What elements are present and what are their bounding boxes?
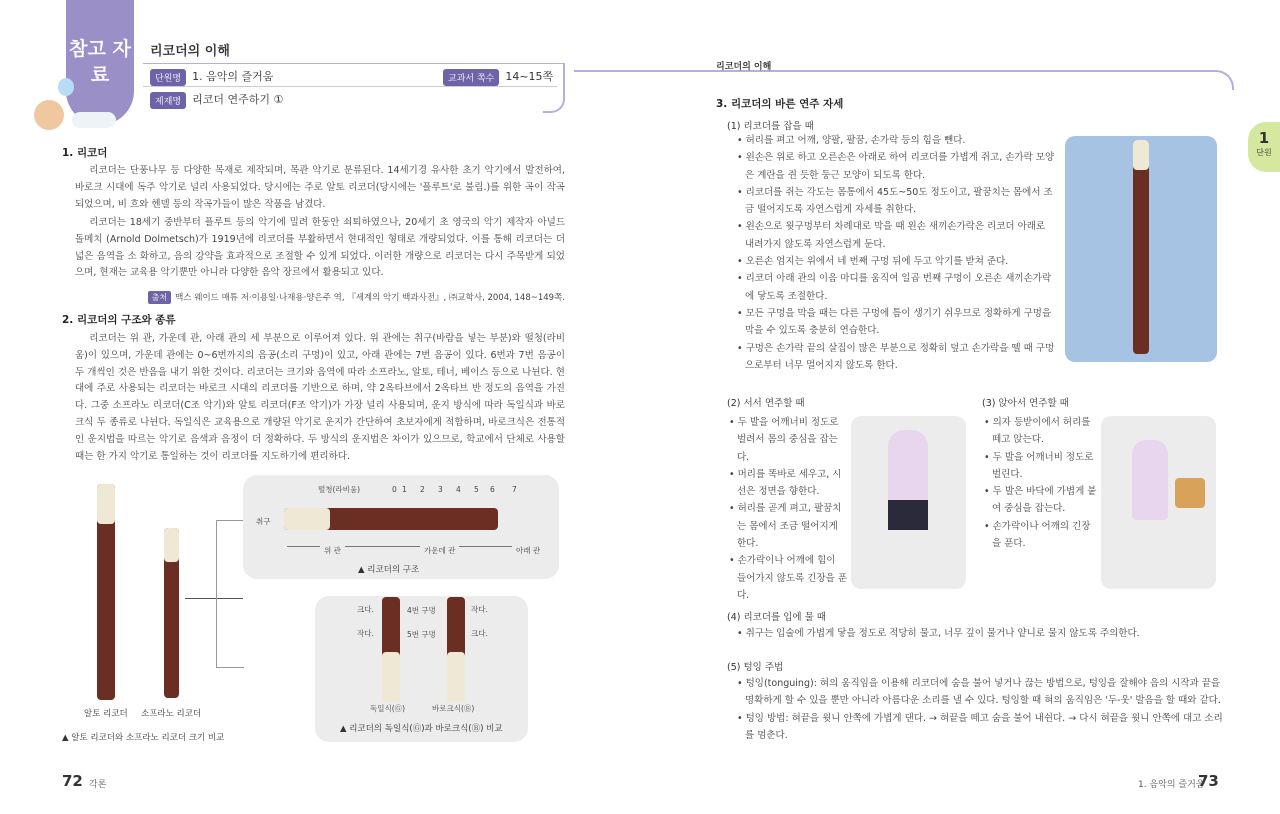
chair-back [1175, 478, 1205, 508]
sit-list [982, 414, 1097, 552]
source-text: 맥스 웨이드 매튜 저·이용일·나재용·양은주 역, 『세계의 악기 백과사전』, ㈜교학사, 2004, 148~149쪽. [175, 293, 565, 303]
tongue-title: (5) 텅잉 주법 [727, 662, 784, 673]
topic-name: 리코더 연주하기 ① [192, 93, 284, 106]
soprano-recorder-head [164, 528, 179, 562]
bottom-joint-label: 아래 관 [512, 545, 544, 556]
connector-bracket [216, 520, 244, 668]
sit-title: (3) 앉아서 연주할 때 [982, 398, 1069, 409]
reference-tab-label: 참고 자료 [69, 38, 131, 86]
section-3-title: 3. 리코더의 바른 연주 자세 [716, 98, 844, 110]
list-item: • 리코더 아래 관의 이음 마디를 움직여 일곱 번째 구멍이 오른손 새끼손가락에 닿도록 조절한다. [735, 270, 1055, 305]
list-item: • 두 발을 어깨너비 정도로 벌린다. [982, 449, 1097, 484]
header-divider [143, 86, 557, 87]
section-1-title: 1. 리코더 [62, 147, 108, 159]
unit-row [150, 68, 273, 86]
standing-student-skirt [888, 500, 928, 530]
structure-caption: ▲ 리코더의 구조 [358, 565, 420, 575]
list-item: • 손가락이나 어깨의 긴장을 푼다. [982, 518, 1097, 553]
german-recorder-foot [382, 652, 400, 702]
chapter-label: 단원 [1256, 148, 1272, 157]
pages-value: 14~15쪽 [505, 70, 554, 83]
hold-title: (1) 리코더를 잡을 때 [727, 121, 814, 132]
balloon-icon [58, 78, 74, 96]
list-item: • 두 발은 바닥에 가볍게 붙여 중심을 잡는다. [982, 483, 1097, 518]
right-header-rule [574, 70, 1234, 90]
baroque-label: 바로크식(Ⓑ) [432, 704, 475, 713]
hole-0-label: 0 [392, 485, 397, 494]
pages-pill: 교과서 쪽수 [443, 69, 499, 86]
alto-label: 알토 리코더 [84, 709, 128, 719]
fingering-figure [315, 596, 528, 742]
list-item: • 리코더를 쥐는 각도는 몸통에서 45도~50도 정도이고, 팔꿈치는 몸에서 조금 떨어지도록 자연스럽게 자세를 취한다. [735, 184, 1055, 219]
baroque-recorder-foot [447, 652, 465, 702]
chapter-tab[interactable] [1248, 122, 1280, 172]
mouth-list [735, 625, 1225, 642]
size-caption: ▲ 알토 리코더와 소프라노 리코더 크기 비교 [62, 733, 225, 743]
alto-recorder-head [97, 484, 115, 524]
list-item: • 허리를 펴고 어깨, 양팔, 팔꿈, 손가락 등의 힘을 뺀다. [735, 132, 1055, 149]
pages-row [443, 68, 553, 86]
list-item: • 두 발을 어깨너비 정도로 벌려서 몸의 중심을 잡는다. [727, 414, 847, 466]
hole-5-name: 5번 구멍 [407, 630, 436, 639]
list-item: • 손가락이나 어깨에 힘이 들어가지 않도록 긴장을 푼다. [727, 552, 847, 604]
stand-list [727, 414, 847, 604]
cloud-icon [72, 112, 116, 128]
hole-1-label: 1 [402, 485, 407, 494]
fingering-caption: ▲ 리코더의 독일식(Ⓖ)과 바로크식(Ⓑ) 비교 [340, 724, 503, 734]
left-footer-label: 각론 [89, 780, 107, 790]
right-page-number: 73 [1198, 772, 1219, 790]
hole-6-label: 6 [490, 485, 495, 494]
stand-title: (2) 서서 연주할 때 [727, 398, 805, 409]
baroque-hole5-size: 크다. [471, 629, 488, 638]
list-item: • 의자 등받이에서 허리를 떼고 앉는다. [982, 414, 1097, 449]
left-page-number: 72 [62, 772, 83, 790]
hole-4-name: 4번 구멍 [407, 606, 436, 615]
page-title: 리코더의 이해 [150, 44, 230, 59]
chapter-number: 1 [1258, 129, 1270, 147]
middle-joint-label: 가운데 관 [420, 545, 459, 556]
hold-list [735, 132, 1055, 374]
list-item: • 왼손으로 윗구멍부터 차례대로 막을 때 왼손 새끼손가락은 리코더 아래로 내려가지 않도록 자연스럽게 둔다. [735, 218, 1055, 253]
structure-recorder-head [284, 508, 330, 530]
mouthpiece-label: 취구 [256, 517, 271, 526]
mascot-icon [34, 100, 64, 130]
hole-7-label: 7 [512, 485, 517, 494]
german-label: 독일식(Ⓖ) [370, 704, 406, 713]
list-item: • 오른손 엄지는 위에서 네 번째 구멍 뒤에 두고 악기를 받쳐 준다. [735, 253, 1055, 270]
list-item: • 텅잉 방법: 혀끝을 윗니 안쪽에 가볍게 댄다. → 혀끝을 떼고 숨을 불어 내쉰다. → 다시 혀끝을 윗니 안쪽에 대고 소리를 멈춘다. [735, 710, 1225, 745]
top-joint-label: 위 관 [320, 545, 345, 556]
hole-3-label: 3 [438, 485, 443, 494]
photo-recorder [1133, 140, 1149, 354]
hole-2-label: 2 [420, 485, 425, 494]
list-item: • 머리를 똑바로 세우고, 시선은 정면을 향한다. [727, 466, 847, 501]
hole-5-label: 5 [474, 485, 479, 494]
right-header-title: 리코더의 이해 [716, 62, 772, 72]
unit-pill: 단원명 [150, 69, 186, 86]
list-item: • 왼손은 위로 하고 오른손은 아래로 하여 리코더를 가볍게 쥐고, 손가락 모양은 계란을 쥔 듯한 둥근 모양이 되도록 한다. [735, 149, 1055, 184]
german-hole5-size: 작다. [357, 629, 374, 638]
mouth-title: (4) 리코더를 입에 물 때 [727, 612, 826, 623]
section-1-paragraph-2: 리코더는 18세기 중반부터 플루트 등의 악기에 밀려 한동안 쇠퇴하였으나, 20세기 초 영국의 악기 제작자 아널드 돌메치 (Arnold Dolmetsch)가 1919년에 리코더를 부활하면서 현대적인 형태로 개량되었다. 이를 통해 리코더는 더 넓은 음역을 소 화하고, 음의 강약을 효과적으로 조절할 수 있게 되었다. 이러한 개량으로 리코더는 다시 주목받게 되었으며, 현재는 교육용 악기뿐만 아니라 다양한 음악 장르에서 활용되고 있다. [75, 217, 565, 279]
baroque-hole4-size: 작다. [471, 605, 488, 614]
list-item: • 취구는 입술에 가볍게 닿을 정도로 적당히 물고, 너무 깊이 물거나 얕니로 물지 않도록 주의한다. [735, 625, 1225, 642]
topic-row [150, 91, 283, 109]
source-pill: 출처 [148, 291, 171, 304]
list-item: • 허리를 곧게 펴고, 팔꿈치는 몸에서 조금 떨어지게 한다. [727, 500, 847, 552]
german-hole4-size: 크다. [357, 605, 374, 614]
labium-label: 떨청(라비움) [318, 485, 361, 494]
right-footer-label: 1. 음악의 즐거움 [1138, 780, 1205, 790]
sitting-student-figure [1132, 440, 1168, 520]
topic-pill: 제재명 [150, 92, 186, 109]
section-2-paragraph: 리코더는 위 관, 가운데 관, 아래 관의 세 부분으로 이루어져 있다. 위 관에는 취구(바람을 넣는 부분)와 떨청(라비움)이 있으며, 가운데 관에는 0~6번까지의 음공(소리 구멍)이 있고, 아래 관에는 7번 음공이 있다. 6번과 7번 음공이 두 개씩인 것은 반음을 내기 위한 것이다. 리코더는 크기와 음역에 따라 소프라노, 알토, 테너, 베이스 등으로 나뉜다. 현대에 주로 사용되는 리코더는 바로크 시대의 리코더를 기반으로 하며, 약 2옥타브에서 2옥타브 반 정도의 음역을 가진다. 그중 소프라노 리코더(C조 악기)와 알토 리코더(F조 악기)가 가장 널리 사용되며, 운지 방식에 따라 독일식과 바로크식 두 종류로 나뉜다. 독일식은 교육용으로 개량된 악기로 운지가 간단하여 초보자에게 적합하며, 바로크식은 전통적인 운지법을 따르는 악기로 음색과 음정이 더 정확하다. 두 방식의 운지법은 차이가 있으므로, 학교에서 단체로 사용할 때는 한 가지 악기로 통일하는 것이 리코더를 지도하기에 편리하다. [75, 333, 565, 462]
section-2-title: 2. 리코더의 구조와 종류 [62, 314, 176, 326]
soprano-label: 소프라노 리코더 [141, 709, 202, 719]
tongue-list [735, 675, 1225, 744]
source-note [100, 291, 565, 304]
hole-4-label: 4 [456, 485, 461, 494]
list-item: • 텅잉(tonguing): 혀의 움직임을 이용해 리코더에 숨을 불어 넣거나 끊는 방법으로, 텅잉을 잘해야 음의 시작과 끝을 명확하게 할 수 있을 뿐만 아니라 아름다운 소리를 낼 수 있다. 텅잉할 때 혀의 움직임은 '두-웃' 발음을 할 때와 같다. [735, 675, 1225, 710]
unit-name: 1. 음악의 즐거움 [192, 70, 274, 83]
list-item: • 모든 구멍을 막을 때는 다른 구멍에 틈이 생기기 쉬우므로 정확하게 구멍을 막을 수 있도록 충분히 연습한다. [735, 305, 1055, 340]
list-item: • 구멍은 손가락 끝의 살집이 많은 부분으로 정확히 덮고 손가락을 뗄 때 구멍으로부터 너무 멀어지지 않도록 한다. [735, 340, 1055, 375]
section-1-paragraph-1: 리코더는 단풍나무 등 다양한 목재로 제작되며, 목관 악기로 분류된다. 14세기경 유사한 초기 악기에서 발전하여, 바로크 시대에 독주 악기로 널리 사용되었다. 당시에는 주로 알토 리코더(당시에는 '플루트'로 불림.)를 위한 곡이 작곡되었으며, 비 흐와 헨델 등의 작곡가들이 많은 작품을 남겼다. [75, 165, 565, 210]
photo-recorder-head [1133, 140, 1149, 170]
header-rule [143, 63, 565, 64]
